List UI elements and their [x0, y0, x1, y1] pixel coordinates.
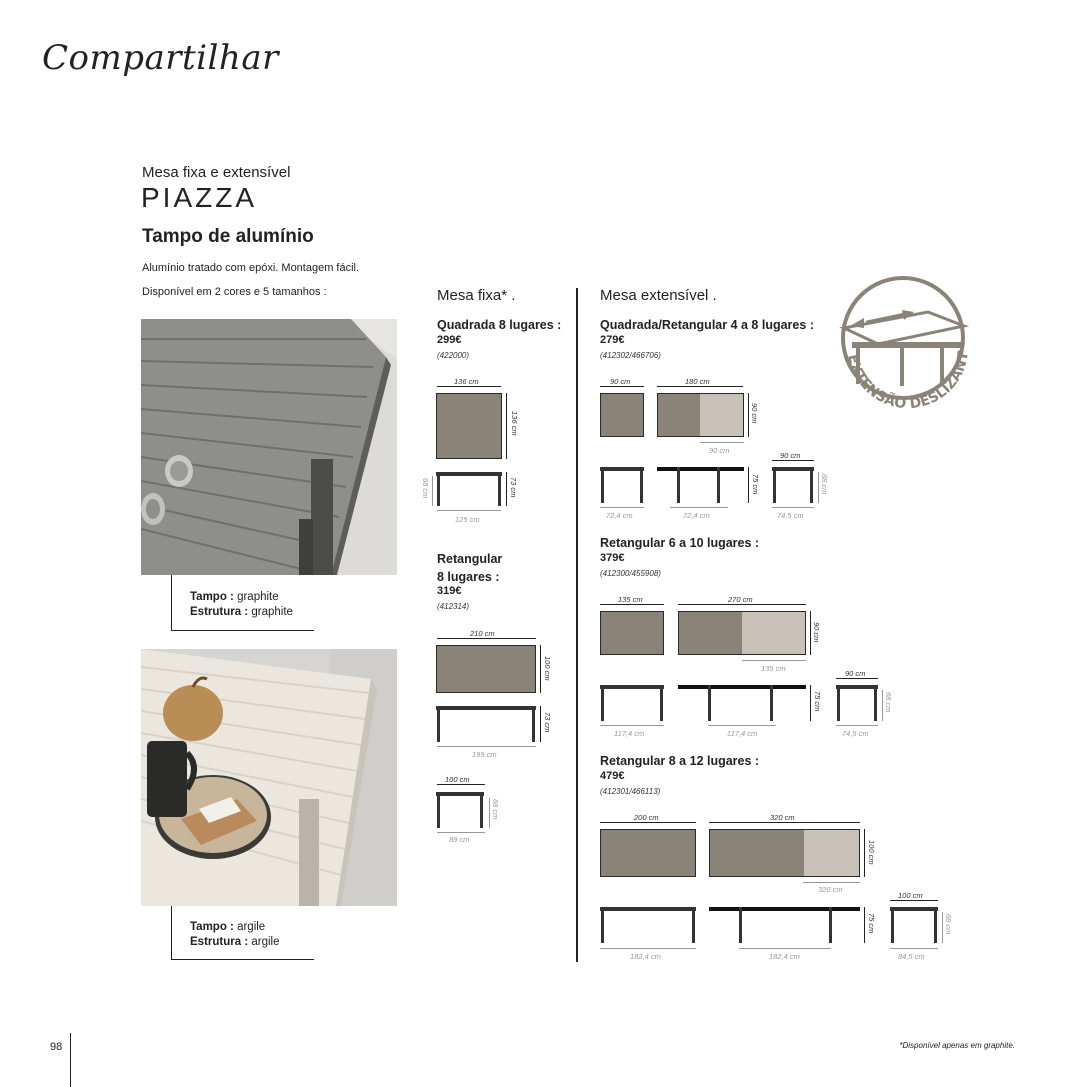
- dimension-label: 74,5 cm: [842, 729, 869, 738]
- dimension-line: [437, 386, 501, 387]
- dimension-label: 200 cm: [634, 813, 659, 822]
- table-top-closed: [600, 829, 696, 877]
- dimension-line: [890, 900, 938, 901]
- dimension-line: [678, 604, 806, 605]
- fixed-table-heading: Mesa fixa* .: [437, 287, 516, 304]
- dimension-line: [742, 660, 806, 661]
- badge-label: EXTENSÃO DESLIZANT: [844, 350, 973, 413]
- dimension-label: 90 cm: [610, 377, 631, 386]
- dimension-line: [803, 882, 860, 883]
- dimension-line: [600, 948, 696, 949]
- product-price: 319€: [437, 585, 462, 597]
- dimension-line: [864, 907, 865, 943]
- dimension-line: [432, 476, 433, 506]
- page-rule: [70, 1033, 71, 1087]
- dimension-line: [709, 822, 860, 823]
- dimension-label: 68 cm: [884, 692, 893, 713]
- dimension-line: [437, 746, 536, 747]
- product-price: 479€: [600, 770, 625, 782]
- description-line-1: Alumínio tratado com epóxi. Montagem fácil.: [142, 262, 360, 274]
- dimension-line: [600, 822, 696, 823]
- table-end-view: [890, 907, 938, 943]
- sliding-extension-badge: [838, 276, 978, 426]
- dimension-line: [810, 611, 811, 655]
- table-top-closed: [600, 393, 644, 437]
- product-price: 379€: [600, 552, 625, 564]
- table-side-view-extended: [709, 907, 860, 943]
- dimension-label: 74,5 cm: [777, 511, 804, 520]
- table-end-view: [836, 685, 878, 721]
- product-ref: (422000): [437, 351, 470, 360]
- dimension-line: [506, 472, 507, 506]
- dimension-label: 320 cm: [818, 885, 843, 894]
- dimension-line: [882, 690, 883, 721]
- dimension-label: 117,4 cm: [727, 729, 758, 738]
- table-top-extended: [709, 829, 860, 877]
- product-name: 8 lugares :: [437, 570, 500, 584]
- dimension-line: [600, 604, 664, 605]
- caption-argile: Tampo : argile Estrutura : argile: [190, 921, 280, 948]
- dimension-line: [670, 507, 728, 508]
- product-ref: (412301/466113): [600, 787, 661, 796]
- dimension-line: [700, 442, 744, 443]
- dimension-label: 117,4 cm: [614, 729, 645, 738]
- dimension-label: 180 cm: [685, 377, 710, 386]
- dimension-line: [600, 386, 644, 387]
- table-side-view: [600, 907, 696, 943]
- dimension-label: 72,4 cm: [683, 511, 710, 520]
- product-price: 279€: [600, 334, 625, 346]
- dimension-label: 100 cm: [543, 656, 552, 681]
- dimension-label: 90 cm: [812, 622, 821, 643]
- table-end-view: [772, 467, 814, 503]
- dimension-label: 73 cm: [509, 477, 518, 498]
- product-ref: (412302/466706): [600, 351, 661, 360]
- dimension-line: [836, 725, 878, 726]
- table-top-square: [436, 393, 502, 459]
- dimension-line: [836, 678, 878, 679]
- table-side-view: [600, 467, 644, 503]
- dimension-label: 270 cm: [728, 595, 753, 604]
- dimension-line: [506, 393, 507, 459]
- dimension-label: 90 cm: [709, 446, 730, 455]
- dimension-label: 135 cm: [618, 595, 643, 604]
- product-ref: (412314): [437, 602, 470, 611]
- dimension-label: 320 cm: [770, 813, 795, 822]
- product-ref: (412300/455908): [600, 569, 661, 578]
- dimension-label: 135 cm: [761, 664, 786, 673]
- dimension-line: [708, 725, 776, 726]
- dimension-line: [818, 472, 819, 503]
- photo-argile-table: [141, 649, 397, 906]
- table-top-extended: [657, 393, 744, 437]
- dimension-label: 89 cm: [449, 835, 470, 844]
- dimension-label: 75 cm: [813, 691, 822, 712]
- dimension-label: 90 cm: [780, 451, 801, 460]
- dimension-line: [890, 948, 938, 949]
- dimension-label: 100 cm: [898, 891, 923, 900]
- dimension-line: [437, 638, 536, 639]
- dimension-line: [657, 386, 743, 387]
- table-end-view: [436, 792, 484, 828]
- dimension-label: 68 cm: [491, 799, 500, 820]
- product-name: Quadrada 8 lugares :: [437, 318, 562, 332]
- product-price: 299€: [437, 334, 462, 346]
- dimension-label: 182,4 cm: [769, 952, 800, 961]
- dimension-line: [600, 725, 664, 726]
- page-number: 98: [50, 1041, 63, 1053]
- dimension-label: 75 cm: [867, 913, 876, 934]
- dimension-line: [942, 912, 943, 943]
- dimension-line: [540, 645, 541, 693]
- brand-logo: Compartilhar: [42, 38, 279, 78]
- dimension-label: 68 cm: [421, 478, 430, 499]
- table-side-view-extended: [678, 685, 806, 721]
- dimension-label: 100 cm: [445, 775, 470, 784]
- product-subtitle: Mesa fixa e extensível: [142, 164, 291, 181]
- dimension-line: [772, 507, 814, 508]
- product-name: Retangular: [437, 552, 503, 566]
- product-name: Retangular 6 a 10 lugares :: [600, 536, 760, 550]
- dimension-line: [437, 832, 485, 833]
- dimension-label: 84,5 cm: [898, 952, 925, 961]
- dimension-line: [748, 393, 749, 437]
- table-top-closed: [600, 611, 664, 655]
- table-side-view: [600, 685, 664, 721]
- dimension-line: [540, 706, 541, 742]
- dimension-label: 136 cm: [454, 377, 479, 386]
- table-side-view-extended: [657, 467, 744, 503]
- column-divider: [576, 288, 578, 962]
- table-top-rect: [436, 645, 536, 693]
- extensible-table-heading: Mesa extensível .: [600, 287, 717, 304]
- dimension-label: 100 cm: [867, 840, 876, 865]
- dimension-line: [810, 685, 811, 721]
- description-line-2: Disponível em 2 cores e 5 tamanhos :: [142, 286, 327, 298]
- dimension-label: 136 cm: [510, 411, 519, 436]
- dimension-label: 72,4 cm: [606, 511, 633, 520]
- material-heading: Tampo de alumínio: [142, 226, 314, 247]
- caption-graphite: Tampo : graphite Estrutura : graphite: [190, 591, 293, 618]
- dimension-line: [437, 510, 501, 511]
- dimension-line: [772, 460, 814, 461]
- table-side-view: [436, 706, 536, 742]
- dimension-line: [739, 948, 831, 949]
- dimension-line: [600, 507, 644, 508]
- dimension-label: 68 cm: [820, 474, 829, 495]
- dimension-label: 68 cm: [944, 914, 953, 935]
- footnote: *Disponível apenas em graphite.: [899, 1041, 1015, 1050]
- dimension-label: 90 cm: [845, 669, 866, 678]
- product-name: Quadrada/Retangular 4 a 8 lugares :: [600, 318, 814, 332]
- dimension-label: 73 cm: [543, 712, 552, 733]
- table-top-extended: [678, 611, 806, 655]
- table-side-view: [436, 472, 502, 506]
- photo-graphite-table: [141, 319, 397, 575]
- dimension-label: 90 cm: [750, 403, 759, 424]
- dimension-label: 75 cm: [751, 474, 760, 495]
- dimension-line: [748, 467, 749, 503]
- extension-leaf: [700, 394, 743, 436]
- product-title: PIAZZA: [141, 182, 258, 213]
- product-name: Retangular 8 a 12 lugares :: [600, 754, 760, 768]
- dimension-label: 125 cm: [455, 515, 480, 524]
- dimension-label: 182,4 cm: [630, 952, 661, 961]
- dimension-label: 210 cm: [470, 629, 495, 638]
- dimension-line: [864, 829, 865, 877]
- extension-leaf: [804, 830, 859, 876]
- dimension-label: 199 cm: [472, 750, 497, 759]
- dimension-line: [489, 798, 490, 828]
- extension-leaf: [742, 612, 805, 654]
- dimension-line: [437, 784, 485, 785]
